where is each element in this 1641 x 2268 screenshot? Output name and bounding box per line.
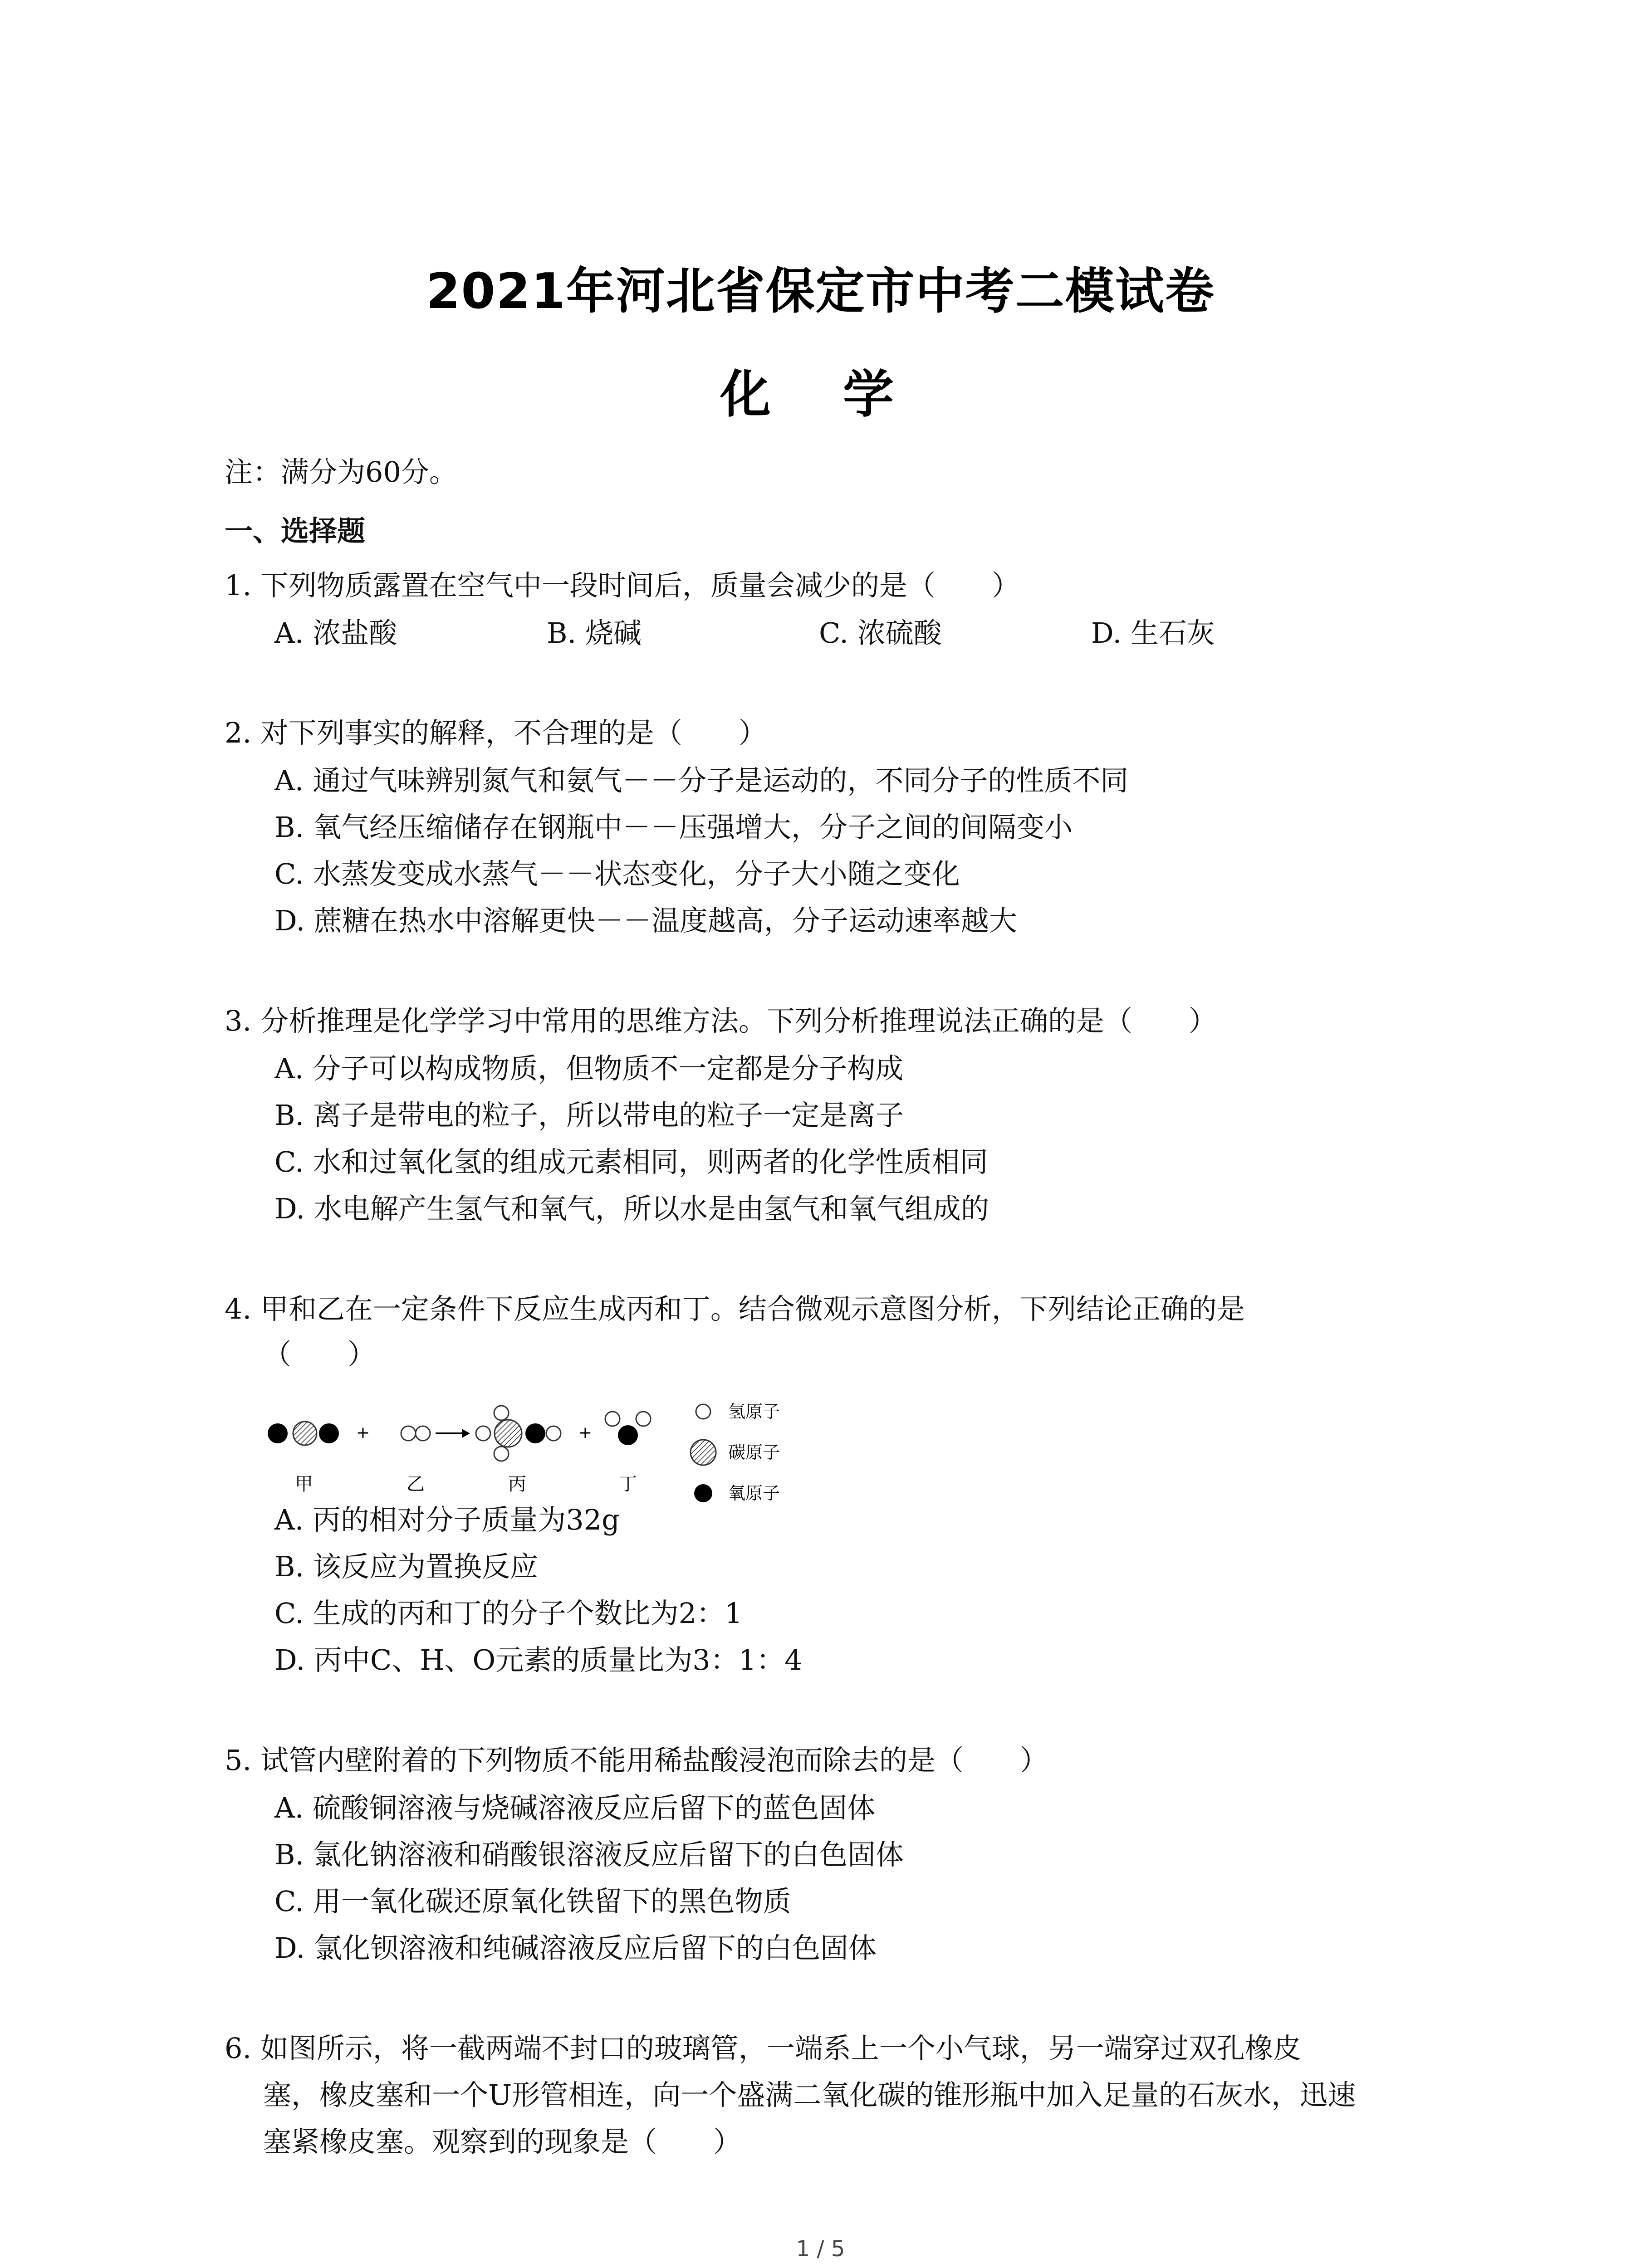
reaction-arrow (436, 1429, 470, 1438)
question-2-option-c: C. 水蒸发变成水蒸气－－状态变化，分子大小随之变化 (274, 857, 960, 890)
page-number: 1 / 5 (796, 2236, 845, 2262)
question-4-option-a: A. 丙的相对分子质量为32g (274, 1503, 620, 1536)
question-1-option-b: B. 烧碱 (547, 616, 642, 650)
subject-title: 化 学 (720, 365, 921, 424)
molecule-yi (401, 1426, 430, 1441)
question-3-stem: 3. 分析推理是化学学习中常用的思维方法。下列分析推理说法正确的是（ ） (225, 1004, 1217, 1037)
question-5-option-c: C. 用一氧化碳还原氧化铁留下的黑色物质 (274, 1885, 791, 1918)
question-3-option-d: D. 水电解产生氢气和氧气，所以水是由氢气和氧气组成的 (274, 1192, 989, 1225)
question-1-option-c: C. 浓硫酸 (819, 616, 942, 650)
question-3-option-b: B. 离子是带电的粒子，所以带电的粒子一定是离子 (274, 1099, 904, 1132)
question-4-option-d: D. 丙中C、H、O元素的质量比为3：1：4 (274, 1643, 803, 1677)
page-title: 2021年河北省保定市中考二模试卷 (426, 263, 1215, 320)
question-5-option-b: B. 氯化钠溶液和硝酸银溶液反应后留下的白色固体 (274, 1838, 904, 1871)
question-6-line3: 塞紧橡皮塞。观察到的现象是（ ） (263, 2125, 742, 2158)
legend-carbon: 碳原子 (728, 1442, 780, 1462)
question-4-stem-line1: 4. 甲和乙在一定条件下反应生成丙和丁。结合微观示意图分析，下列结论正确的是 (225, 1292, 1245, 1325)
question-5-option-d: D. 氯化钡溶液和纯碱溶液反应后留下的白色固体 (274, 1931, 877, 1965)
question-6-line1: 6. 如图所示，将一截两端不封口的玻璃管，一端系上一个小气球，另一端穿过双孔橡皮 (225, 2032, 1301, 2065)
label-ding: 丁 (619, 1474, 637, 1495)
question-4-option-b: B. 该反应为置换反应 (274, 1550, 538, 1583)
question-1-stem: 1. 下列物质露置在空气中一段时间后，质量会减少的是（ ） (225, 569, 1020, 602)
label-yi: 乙 (407, 1474, 425, 1495)
legend-oxygen: 氧原子 (728, 1483, 780, 1503)
label-bing: 丙 (508, 1474, 526, 1495)
question-5-stem: 5. 试管内壁附着的下列物质不能用稀盐酸浸泡而除去的是（ ） (225, 1744, 1048, 1777)
question-2-stem: 2. 对下列事实的解释，不合理的是（ ） (225, 716, 767, 749)
legend-hydrogen: 氢原子 (728, 1402, 780, 1422)
plus-sign-1: + (356, 1423, 370, 1442)
question-1-option-d: D. 生石灰 (1091, 616, 1215, 650)
label-jia: 甲 (295, 1474, 313, 1495)
question-6-line2: 塞，橡皮塞和一个U形管相连，向一个盛满二氧化碳的锥形瓶中加入足量的石灰水，迅速 (263, 2078, 1356, 2112)
question-5-option-a: A. 硫酸铜溶液与烧碱溶液反应后留下的蓝色固体 (274, 1791, 876, 1824)
plus-sign-2: + (578, 1423, 593, 1442)
question-1-option-a: A. 浓盐酸 (274, 616, 397, 650)
molecule-ding (605, 1412, 651, 1445)
question-2-option-d: D. 蔗糖在热水中溶解更快－－温度越高，分子运动速率越大 (274, 904, 1017, 937)
molecule-bing (476, 1406, 561, 1461)
diagram-legend (691, 1402, 780, 1503)
molecule-jia (268, 1422, 339, 1445)
question-4-stem-line2: （ ） (263, 1338, 376, 1371)
question-3-option-a: A. 分子可以构成物质，但物质不一定都是分子构成 (274, 1052, 904, 1085)
question-3-option-c: C. 水和过氧化氢的组成元素相同，则两者的化学性质相同 (274, 1145, 988, 1178)
exam-note: 注：满分为60分。 (225, 455, 457, 489)
question-2-option-a: A. 通过气味辨别氮气和氨气－－分子是运动的，不同分子的性质不同 (274, 764, 1129, 797)
molecule-reaction-diagram (254, 1393, 826, 1515)
question-2-option-b: B. 氧气经压缩储存在钢瓶中－－压强增大，分子之间的间隔变小 (274, 811, 1073, 844)
question-4-option-c: C. 生成的丙和丁的分子个数比为2：1 (274, 1597, 743, 1630)
section-heading: 一、选择题 (225, 514, 366, 547)
